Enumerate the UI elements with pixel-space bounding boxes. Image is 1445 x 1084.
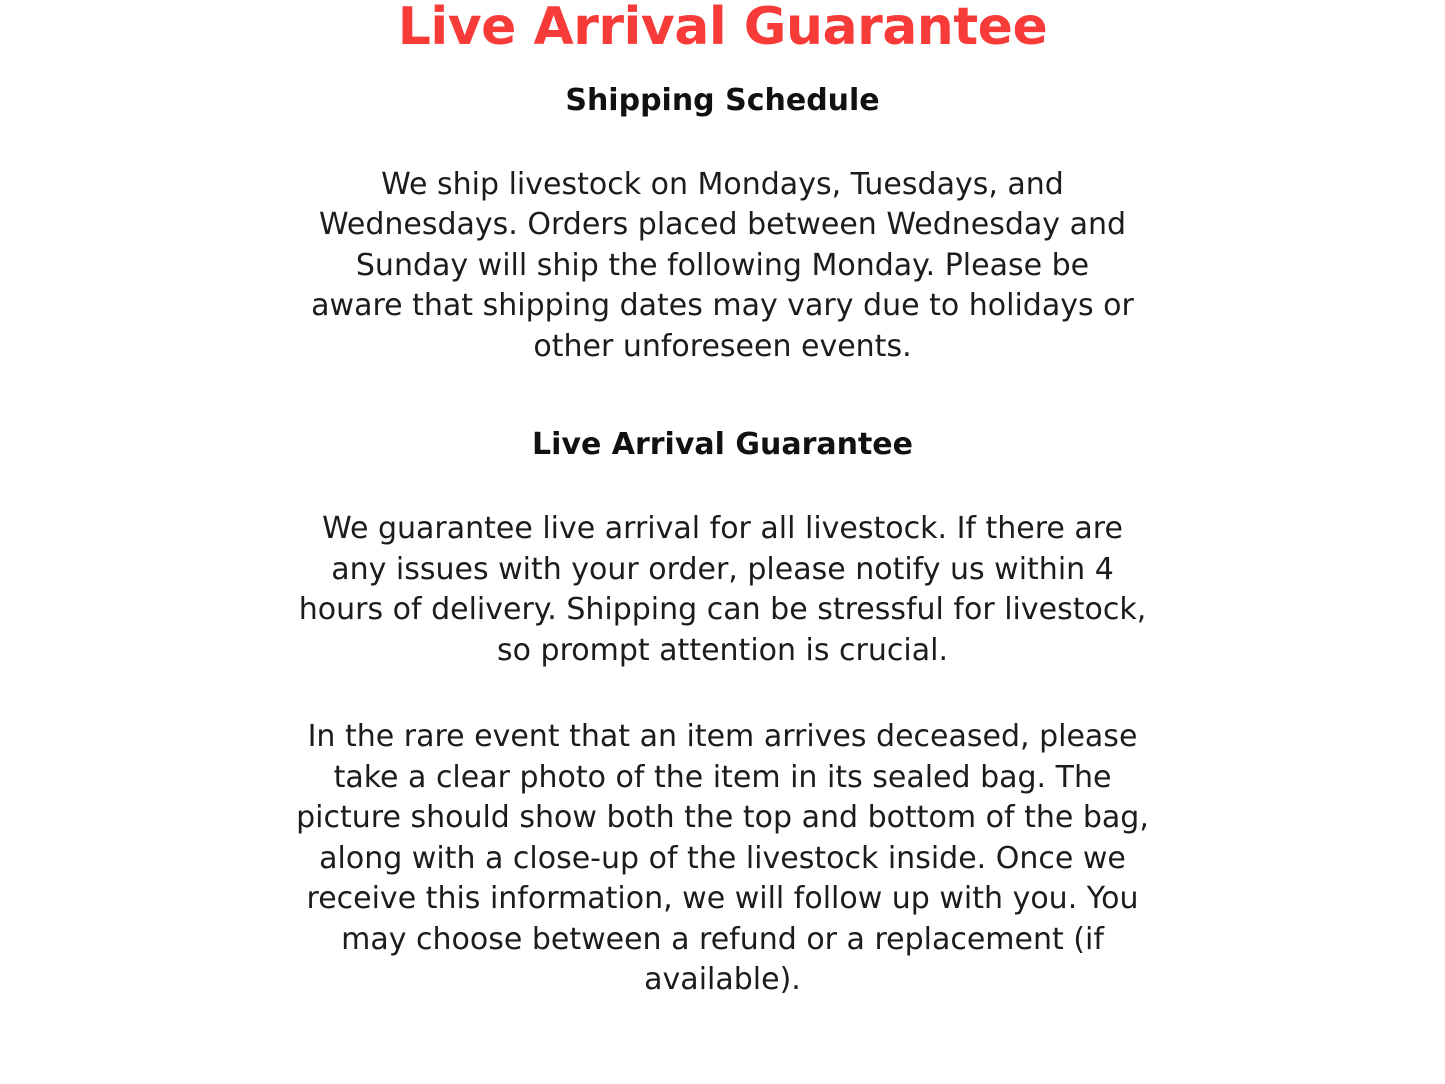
section-heading-shipping-schedule: Shipping Schedule — [565, 82, 880, 118]
section-heading-live-arrival-guarantee: Live Arrival Guarantee — [531, 427, 914, 463]
live-arrival-paragraph-2: In the rare event that an item arrives deceased, please take a clear photo of the item in its sealed bag. The picture should show both the top and bottom of the bag, along with a close-up of the livestock inside. Once we receive this information, we will follow up with you. You may choose between a refund or a replacement (if available). — [296, 719, 1149, 998]
page-title: Live Arrival Guarantee — [397, 0, 1048, 57]
live-arrival-paragraph-1: We guarantee live arrival for all livestock. If there are any issues with your order, please notify us within 4 hours of delivery. Shipping can be stressful for livestock, so prompt attention is crucial. — [298, 511, 1147, 668]
shipping-schedule-paragraph: We ship livestock on Mondays, Tuesdays, and Wednesdays. Orders placed between Wednesday and Sunday will ship the following Monday. Please be aware that shipping dates may vary due to holidays or other unforeseen events. — [311, 166, 1134, 364]
